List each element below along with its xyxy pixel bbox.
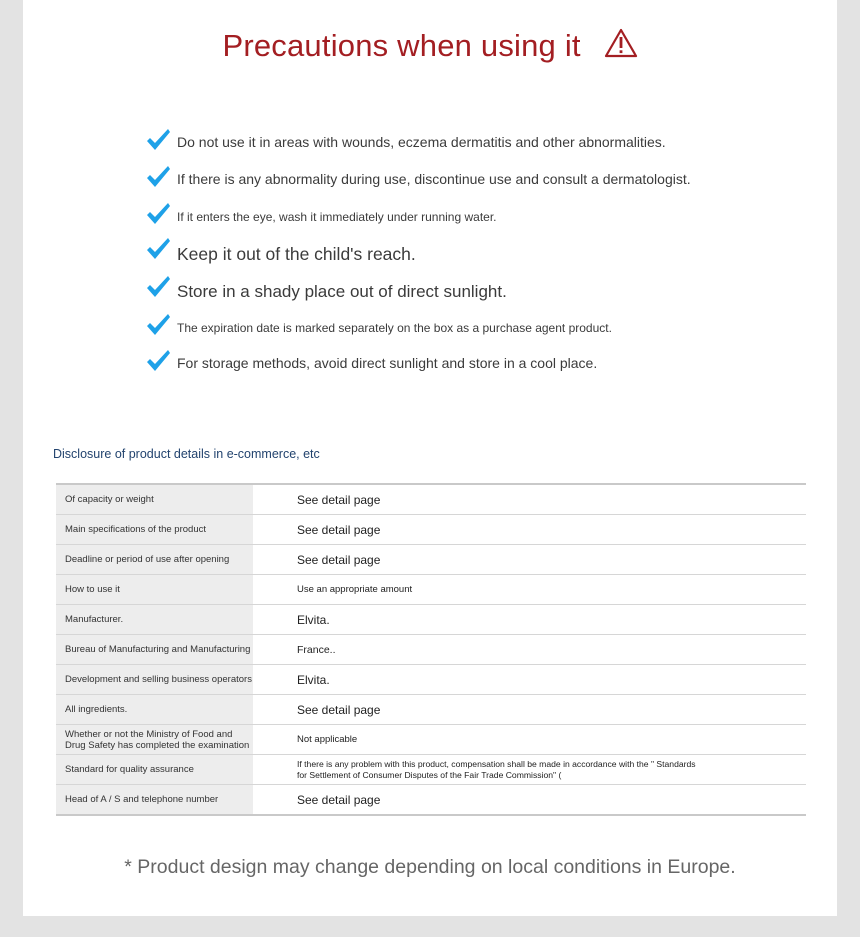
table-row xyxy=(56,665,806,695)
checkmark-icon xyxy=(145,237,171,261)
row-value: See detail page xyxy=(253,695,806,725)
table-row xyxy=(56,635,806,665)
row-value: France.. xyxy=(253,635,806,665)
row-label: Main specifications of the product xyxy=(56,515,253,545)
row-label: Deadline or period of use after opening xyxy=(56,545,253,575)
table-row xyxy=(56,695,806,725)
list-item-text: Store in a shady place out of direct sunlight. xyxy=(177,282,507,301)
row-value: See detail page xyxy=(253,545,806,575)
list-item-text: Keep it out of the child's reach. xyxy=(177,244,416,264)
row-label: Standard for quality assurance xyxy=(56,755,253,785)
page-title xyxy=(23,28,837,66)
list-item-text: The expiration date is marked separately on the box as a purchase agent product. xyxy=(177,321,612,335)
row-value: Not applicable xyxy=(253,725,806,755)
table-row xyxy=(56,785,806,816)
row-label: Whether or not the Ministry of Food and Drug Safety has completed the examination xyxy=(56,725,253,755)
page-title-text: Precautions when using it xyxy=(222,28,581,63)
table-row xyxy=(56,725,806,755)
row-value: See detail page xyxy=(253,785,806,816)
checkmark-icon xyxy=(145,349,171,373)
row-label: How to use it xyxy=(56,575,253,605)
row-label: All ingredients. xyxy=(56,695,253,725)
table-row xyxy=(56,515,806,545)
table-row xyxy=(56,484,806,515)
checkmark-icon xyxy=(145,128,171,152)
list-item-text: If there is any abnormality during use, discontinue use and consult a dermatologist. xyxy=(177,171,691,187)
row-value: Elvita. xyxy=(253,605,806,635)
table-row xyxy=(56,755,806,785)
checkmark-icon xyxy=(145,202,171,226)
row-label: Of capacity or weight xyxy=(56,484,253,515)
checkmark-icon xyxy=(145,275,171,299)
row-value: If there is any problem with this product, compensation shall be made in accordance with the " Standards for Settlement of Consumer Disputes of the Fair Trade Commission" ( xyxy=(253,755,806,785)
list-item-text: For storage methods, avoid direct sunlight and store in a cool place. xyxy=(177,355,598,371)
row-label: Bureau of Manufacturing and Manufacturing xyxy=(56,635,253,665)
table-row xyxy=(56,545,806,575)
warning-triangle-icon xyxy=(604,28,638,66)
row-label: Development and selling business operators xyxy=(56,665,253,695)
list-item-text: If it enters the eye, wash it immediately under running water. xyxy=(177,210,497,224)
row-value: See detail page xyxy=(253,515,806,545)
table-row xyxy=(56,575,806,605)
product-details-table xyxy=(56,483,806,816)
row-value: Elvita. xyxy=(253,665,806,695)
list-item-text: Do not use it in areas with wounds, eczema dermatitis and other abnormalities. xyxy=(177,134,666,150)
content-card xyxy=(23,0,837,916)
row-value: Use an appropriate amount xyxy=(253,575,806,605)
checkmark-icon xyxy=(145,313,171,337)
checkmark-icon xyxy=(145,165,171,189)
row-value: See detail page xyxy=(297,492,381,507)
table-row xyxy=(56,605,806,635)
footnote: * Product design may change depending on local conditions in Europe. xyxy=(124,856,736,878)
row-label: Manufacturer. xyxy=(56,605,253,635)
row-label: Head of A / S and telephone number xyxy=(56,785,253,816)
disclosure-title: Disclosure of product details in e-commerce, etc xyxy=(53,447,320,461)
